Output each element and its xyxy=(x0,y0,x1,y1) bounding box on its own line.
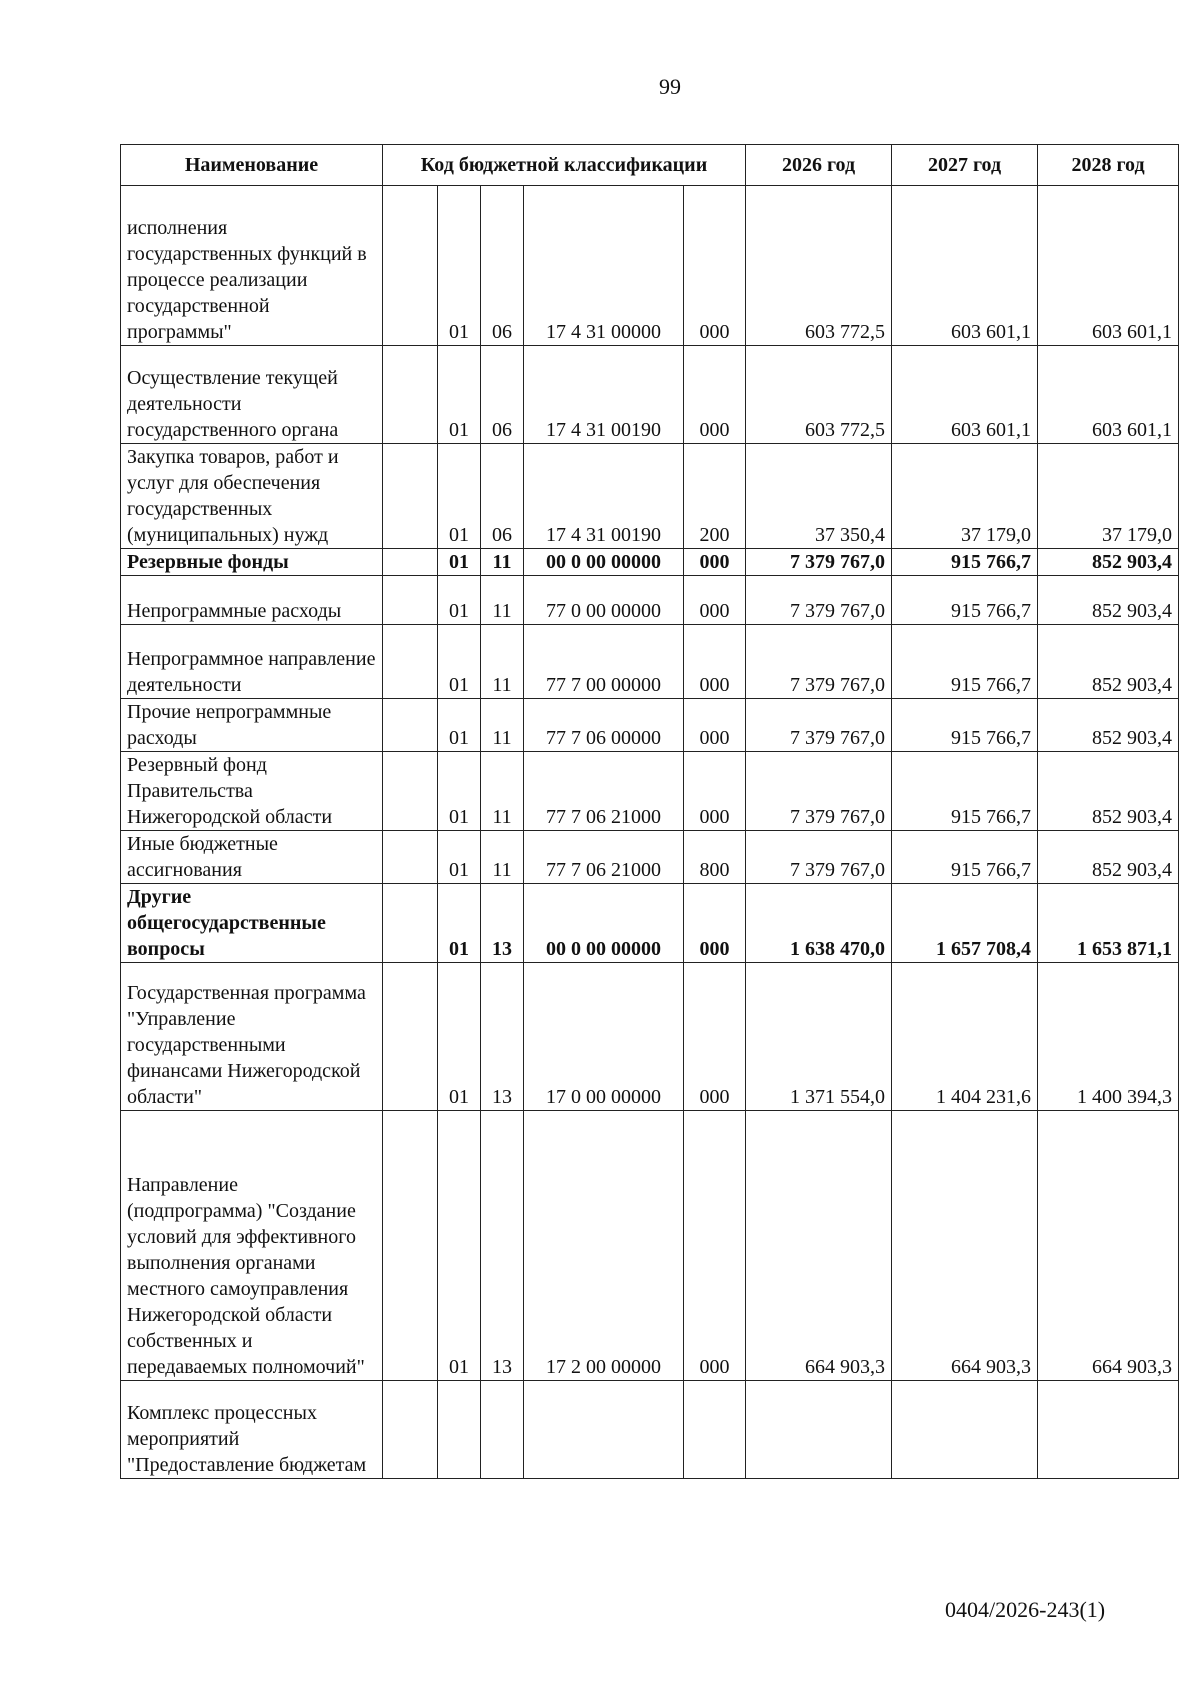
code-target-article: 77 0 00 00000 xyxy=(524,576,684,625)
code-target-article: 00 0 00 00000 xyxy=(524,549,684,576)
table-row xyxy=(121,1381,1179,1479)
code-subsection: 11 xyxy=(481,549,524,576)
value-2026: 7 379 767,0 xyxy=(746,752,892,831)
row-name: Непрограммное направление деятельности xyxy=(121,625,383,699)
code-expense-type: 800 xyxy=(684,831,746,884)
value-2027: 37 179,0 xyxy=(892,444,1038,549)
code-expense-type: 200 xyxy=(684,444,746,549)
code-expense-type xyxy=(684,1381,746,1479)
code-subsection: 06 xyxy=(481,186,524,346)
row-name: Государственная программа "Управление государственными финансами Нижегородской области" xyxy=(121,963,383,1111)
code-subsection: 11 xyxy=(481,752,524,831)
code-expense-type: 000 xyxy=(684,1111,746,1381)
code-expense-type: 000 xyxy=(684,346,746,444)
value-2026: 37 350,4 xyxy=(746,444,892,549)
code-section: 01 xyxy=(438,625,481,699)
value-2028: 852 903,4 xyxy=(1038,576,1179,625)
value-2027: 1 404 231,6 xyxy=(892,963,1038,1111)
value-2026: 603 772,5 xyxy=(746,346,892,444)
code-section: 01 xyxy=(438,884,481,963)
row-name: исполнения государственных функций в процессе реализации государственной программы" xyxy=(121,186,383,346)
code-target-article: 17 0 00 00000 xyxy=(524,963,684,1111)
value-2028: 852 903,4 xyxy=(1038,549,1179,576)
value-2026: 7 379 767,0 xyxy=(746,576,892,625)
table-row xyxy=(121,699,1179,752)
code-subsection: 11 xyxy=(481,625,524,699)
row-name: Резервные фонды xyxy=(121,549,383,576)
row-name: Другие общегосударственные вопросы xyxy=(121,884,383,963)
code-col-1 xyxy=(383,831,438,884)
value-2027: 915 766,7 xyxy=(892,831,1038,884)
code-col-1 xyxy=(383,1381,438,1479)
code-section: 01 xyxy=(438,444,481,549)
table-row xyxy=(121,625,1179,699)
value-2027: 915 766,7 xyxy=(892,549,1038,576)
code-subsection: 13 xyxy=(481,1111,524,1381)
code-col-1 xyxy=(383,884,438,963)
value-2028: 852 903,4 xyxy=(1038,699,1179,752)
code-subsection: 06 xyxy=(481,346,524,444)
value-2027: 915 766,7 xyxy=(892,576,1038,625)
table-header-row xyxy=(121,145,1179,186)
code-section: 01 xyxy=(438,699,481,752)
value-2027: 603 601,1 xyxy=(892,186,1038,346)
table-row xyxy=(121,831,1179,884)
code-section: 01 xyxy=(438,1111,481,1381)
row-name: Закупка товаров, работ и услуг для обеспечения государственных (муниципальных) нужд xyxy=(121,444,383,549)
table-row xyxy=(121,576,1179,625)
value-2028: 852 903,4 xyxy=(1038,831,1179,884)
code-target-article: 17 4 31 00000 xyxy=(524,186,684,346)
header-2027: 2027 год xyxy=(892,145,1038,186)
table-row xyxy=(121,1111,1179,1381)
code-subsection: 06 xyxy=(481,444,524,549)
budget-table xyxy=(120,144,1179,1479)
value-2028: 603 601,1 xyxy=(1038,346,1179,444)
code-expense-type: 000 xyxy=(684,963,746,1111)
value-2026: 7 379 767,0 xyxy=(746,831,892,884)
code-target-article: 00 0 00 00000 xyxy=(524,884,684,963)
table-row xyxy=(121,444,1179,549)
code-subsection: 11 xyxy=(481,699,524,752)
table-row xyxy=(121,549,1179,576)
value-2026: 7 379 767,0 xyxy=(746,699,892,752)
row-name: Комплекс процессных мероприятий "Предоставление бюджетам xyxy=(121,1381,383,1479)
code-col-1 xyxy=(383,444,438,549)
header-name: Наименование xyxy=(121,145,383,186)
header-2026: 2026 год xyxy=(746,145,892,186)
code-expense-type: 000 xyxy=(684,549,746,576)
code-subsection xyxy=(481,1381,524,1479)
table-row xyxy=(121,346,1179,444)
value-2028: 1 400 394,3 xyxy=(1038,963,1179,1111)
value-2028: 603 601,1 xyxy=(1038,186,1179,346)
code-section: 01 xyxy=(438,576,481,625)
value-2028: 852 903,4 xyxy=(1038,625,1179,699)
code-expense-type: 000 xyxy=(684,186,746,346)
code-target-article: 77 7 06 00000 xyxy=(524,699,684,752)
row-name: Непрограммные расходы xyxy=(121,576,383,625)
value-2027: 915 766,7 xyxy=(892,752,1038,831)
value-2026: 1 638 470,0 xyxy=(746,884,892,963)
code-col-1 xyxy=(383,1111,438,1381)
row-name: Иные бюджетные ассигнования xyxy=(121,831,383,884)
code-col-1 xyxy=(383,963,438,1111)
value-2027: 1 657 708,4 xyxy=(892,884,1038,963)
code-subsection: 13 xyxy=(481,884,524,963)
header-code: Код бюджетной классификации xyxy=(383,145,746,186)
code-section: 01 xyxy=(438,346,481,444)
code-expense-type: 000 xyxy=(684,699,746,752)
value-2027: 664 903,3 xyxy=(892,1111,1038,1381)
code-col-1 xyxy=(383,549,438,576)
value-2028 xyxy=(1038,1381,1179,1479)
code-col-1 xyxy=(383,752,438,831)
code-target-article: 17 4 31 00190 xyxy=(524,444,684,549)
table-row xyxy=(121,186,1179,346)
code-col-1 xyxy=(383,186,438,346)
table-row xyxy=(121,963,1179,1111)
code-subsection: 11 xyxy=(481,576,524,625)
code-col-1 xyxy=(383,576,438,625)
row-name: Резервный фонд Правительства Нижегородской области xyxy=(121,752,383,831)
table-row xyxy=(121,884,1179,963)
value-2028: 37 179,0 xyxy=(1038,444,1179,549)
code-target-article xyxy=(524,1381,684,1479)
code-col-1 xyxy=(383,699,438,752)
code-target-article: 77 7 06 21000 xyxy=(524,752,684,831)
header-2028: 2028 год xyxy=(1038,145,1179,186)
table-row xyxy=(121,752,1179,831)
code-col-1 xyxy=(383,346,438,444)
code-expense-type: 000 xyxy=(684,752,746,831)
code-section: 01 xyxy=(438,549,481,576)
document-code: 0404/2026-243(1) xyxy=(945,1597,1106,1622)
value-2026: 7 379 767,0 xyxy=(746,625,892,699)
value-2027: 603 601,1 xyxy=(892,346,1038,444)
code-section: 01 xyxy=(438,752,481,831)
code-target-article: 17 4 31 00190 xyxy=(524,346,684,444)
row-name: Осуществление текущей деятельности государственного органа xyxy=(121,346,383,444)
code-expense-type: 000 xyxy=(684,625,746,699)
row-name: Направление (подпрограмма) "Создание условий для эффективного выполнения органами местного самоуправления Нижегородской области собственных и передаваемых полномочий" xyxy=(121,1111,383,1381)
code-section xyxy=(438,1381,481,1479)
value-2026: 603 772,5 xyxy=(746,186,892,346)
page-number: 99 xyxy=(659,74,681,99)
value-2026: 1 371 554,0 xyxy=(746,963,892,1111)
value-2027: 915 766,7 xyxy=(892,625,1038,699)
value-2028: 852 903,4 xyxy=(1038,752,1179,831)
value-2028: 664 903,3 xyxy=(1038,1111,1179,1381)
value-2026: 7 379 767,0 xyxy=(746,549,892,576)
code-expense-type: 000 xyxy=(684,576,746,625)
code-section: 01 xyxy=(438,963,481,1111)
code-target-article: 77 7 00 00000 xyxy=(524,625,684,699)
code-target-article: 17 2 00 00000 xyxy=(524,1111,684,1381)
value-2028: 1 653 871,1 xyxy=(1038,884,1179,963)
value-2026 xyxy=(746,1381,892,1479)
value-2027: 915 766,7 xyxy=(892,699,1038,752)
value-2027 xyxy=(892,1381,1038,1479)
code-section: 01 xyxy=(438,831,481,884)
row-name: Прочие непрограммные расходы xyxy=(121,699,383,752)
code-target-article: 77 7 06 21000 xyxy=(524,831,684,884)
code-subsection: 13 xyxy=(481,963,524,1111)
code-expense-type: 000 xyxy=(684,884,746,963)
code-subsection: 11 xyxy=(481,831,524,884)
value-2026: 664 903,3 xyxy=(746,1111,892,1381)
code-col-1 xyxy=(383,625,438,699)
code-section: 01 xyxy=(438,186,481,346)
